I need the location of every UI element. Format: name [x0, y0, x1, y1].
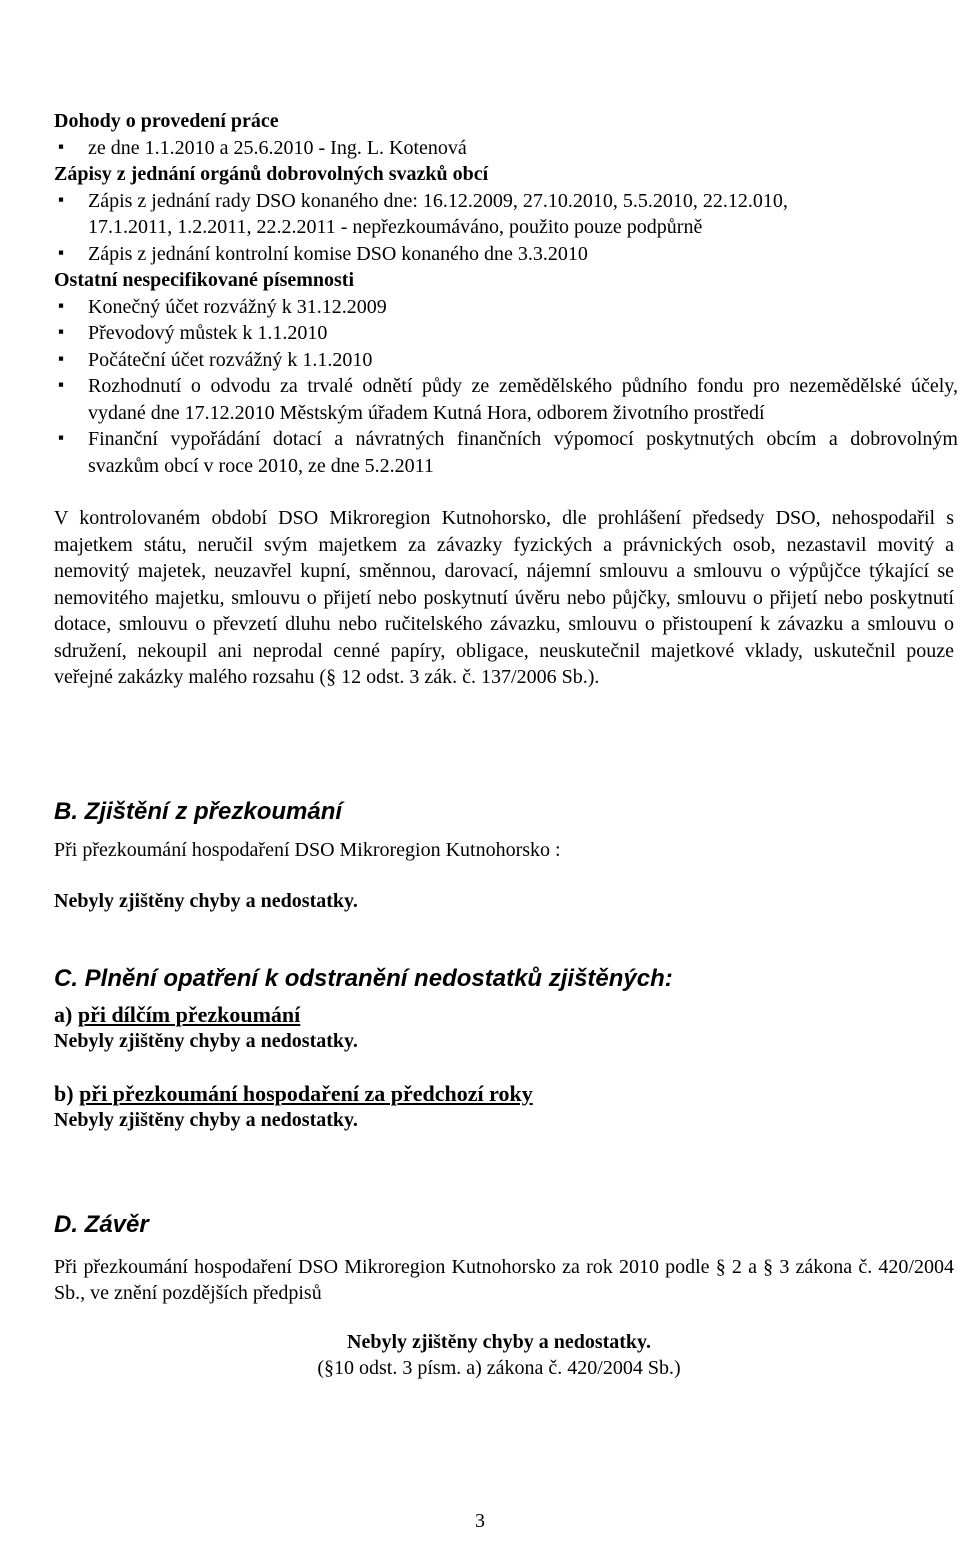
- list-item: ▪ Počáteční účet rozvážný k 1.1.2010: [54, 347, 960, 374]
- list-item: ▪ Převodový můstek k 1.1.2010: [54, 320, 960, 347]
- list-item: ▪ Finanční vypořádání dotací a návratných finančních výpomocí poskytnutých obcím a dobrovolným svazkům obcí v roce 2010, ze dne 5.2.2011: [54, 426, 958, 479]
- list-item-line: 17.1.2011, 1.2.2011, 22.2.2011 - nepřezkoumáváno, použito pouze podpůrně: [88, 216, 703, 238]
- section-b-result: Nebyly zjištěny chyby a nedostatky.: [54, 890, 358, 912]
- dohody-list: [54, 135, 960, 162]
- section-c-title: C. Plnění opatření k odstranění nedostatků zjištěných:: [54, 964, 673, 992]
- section-b-title: B. Zjištění z přezkoumání: [54, 797, 343, 825]
- ostatni-heading: Ostatní nespecifikované písemnosti: [54, 269, 355, 291]
- section-c-a-heading: [54, 1002, 960, 1029]
- section-c-a-result: Nebyly zjištěny chyby a nedostatky.: [54, 1030, 358, 1052]
- dohody-heading: Dohody o provedení práce: [54, 110, 279, 132]
- list-item: ▪ ze dne 1.1.2010 a 25.6.2010 - Ing. L. Kotenová: [54, 135, 960, 162]
- section-d-result: Nebyly zjištěny chyby a nedostatky.: [347, 1330, 651, 1353]
- page-number: 3: [475, 1510, 485, 1532]
- zapisy-list: [54, 188, 960, 268]
- document-body: [54, 108, 960, 1382]
- section-c-b-label: při přezkoumání hospodaření za předchozí roky: [79, 1080, 533, 1106]
- section-c-a-label: při dílčím přezkoumání: [77, 1001, 301, 1027]
- list-item-line: ▪ Zápis z jednání rady DSO konaného dne: 16.12.2009, 27.10.2010, 5.5.2010, 22.12.010,: [88, 189, 788, 212]
- ostatni-list: [54, 294, 960, 480]
- section-c-b-result: Nebyly zjištěny chyby a nedostatky.: [54, 1109, 358, 1131]
- section-d-text: Při přezkoumání hospodaření DSO Mikroregion Kutnohorsko za rok 2010 podle § 2 a § 3 zákona č. 420/2004 Sb., ve znění pozdějších předpisů: [54, 1255, 954, 1304]
- section-d-title: D. Závěr: [54, 1210, 149, 1238]
- list-item: [54, 188, 960, 241]
- section-c-b-heading: [54, 1081, 960, 1108]
- section-b-intro: Při přezkoumání hospodaření DSO Mikroregion Kutnohorsko :: [54, 838, 561, 861]
- declaration-paragraph: V kontrolovaném období DSO Mikroregion Kutnohorsko, dle prohlášení předsedy DSO, nehospodařil s majetkem státu, neručil svým majetkem za závazky fyzických a právnických osob, nezastavil movitý a nemovitý majetek, neuzavřel kupní, směnnou, darovací, nájemní smlouvu a smlouvu o výpůjčce týkající se nemovitého majetku, smlouvu o přijetí nebo poskytnutí úvěru nebo půjčky, smlouvu o přijetí nebo poskytnutí dotace, smlouvu o převzetí dluhu nebo ručitelského závazku, smlouvu o přistoupení k závazku a smlouvu o sdružení, nekoupil ani neprodal cenné papíry, obligace, neuskutečnil majetkové vklady, uskutečnil pouze veřejné zakázky malého rozsahu (§ 12 odst. 3 zák. č. 137/2006 Sb.).: [54, 507, 954, 688]
- list-item: ▪ Konečný účet rozvážný k 31.12.2009: [54, 294, 960, 321]
- section-c-b-prefix: b): [54, 1080, 80, 1106]
- section-c-a-prefix: a): [54, 1001, 78, 1027]
- zapisy-heading: Zápisy z jednání orgánů dobrovolných svazků obcí: [54, 163, 489, 185]
- list-item: ▪ Rozhodnutí o odvodu za trvalé odnětí půdy ze zemědělského půdního fondu pro nezemědělské účely, vydané dne 17.12.2010 Městským úřadem Kutná Hora, odborem životního prostředí: [54, 373, 958, 426]
- section-d-reference: (§10 odst. 3 písm. a) zákona č. 420/2004 Sb.): [317, 1357, 681, 1379]
- list-item: ▪ Zápis z jednání kontrolní komise DSO konaného dne 3.3.2010: [54, 241, 960, 268]
